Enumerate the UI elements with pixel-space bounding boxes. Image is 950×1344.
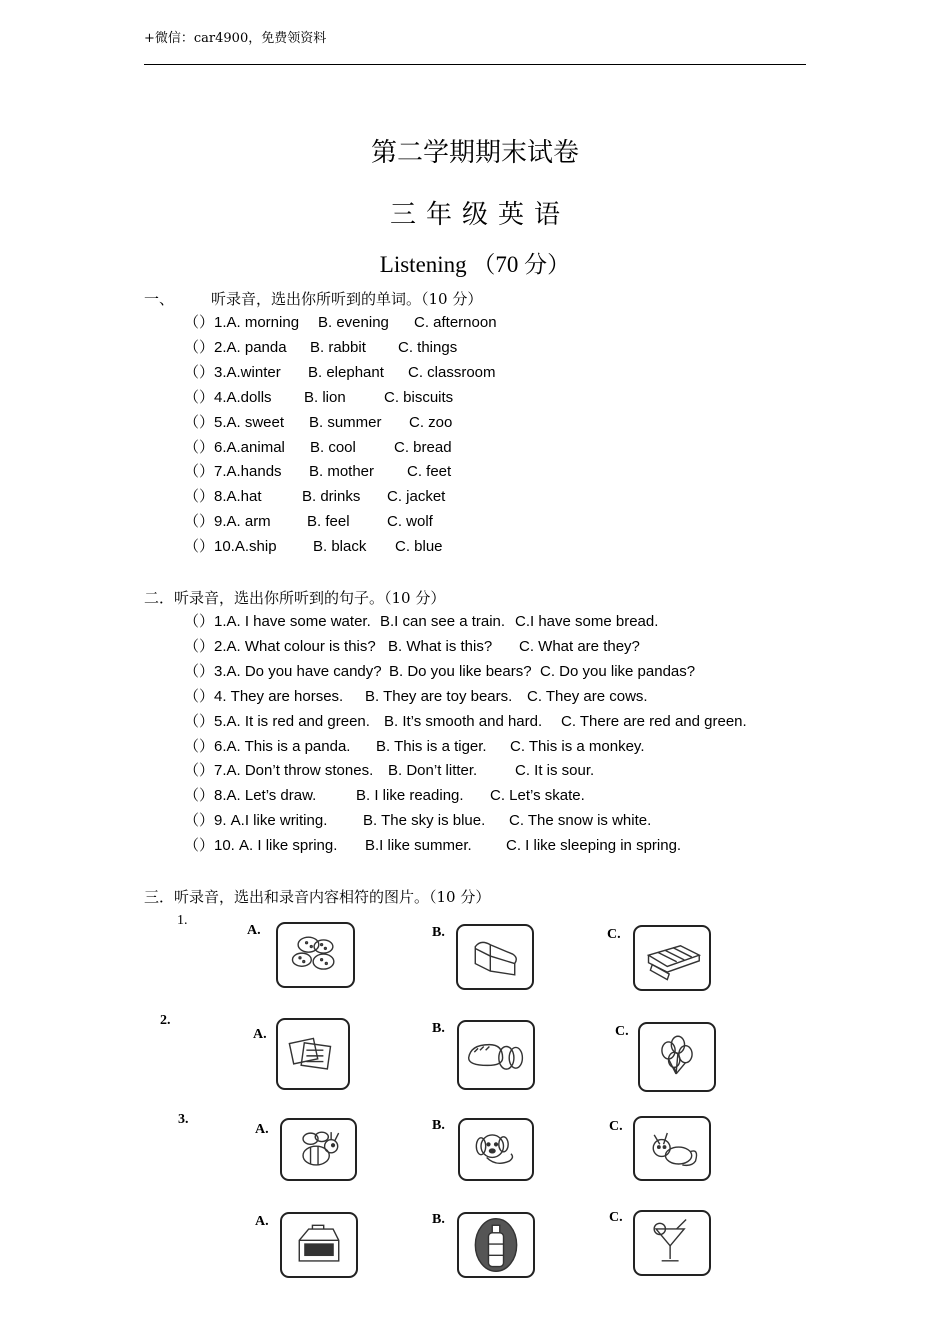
option-b: B. This is a tiger. [376,737,487,755]
part1-heading: 听录音，选出你所听到的单词。（10 分） [211,290,483,308]
option-c: C. feet [407,463,452,481]
option-b: B.I like summer. [365,837,472,855]
option-c: C. bread [394,438,452,456]
milk-carton-icon[interactable] [280,1212,358,1278]
word-question: （）3.A.winter [184,363,281,381]
option-label: A. [255,1214,269,1229]
option-c: C. things [398,338,458,356]
bee-icon[interactable] [280,1118,357,1181]
option-label: A. [247,923,261,938]
option-b: B. mother [309,463,375,481]
option-b: B. Do you like bears? [389,662,532,680]
word-question: （）5.A. sweet [184,413,285,431]
word-question: （）7.A.hands [184,463,282,481]
juice-glass-icon[interactable] [633,1210,711,1276]
picture-question-number: 3. [178,1112,189,1127]
sentence-question: （）7.A. Don’t throw stones. [184,762,374,780]
part2-heading: 二．听录音，选出你所听到的句子。（10 分） [144,589,446,607]
word-question: （）4.A.dolls [184,388,272,406]
option-c: C. jacket [387,488,446,506]
option-c: C. afternoon [414,314,497,331]
option-label: A. [253,1027,267,1042]
word-question: （）6.A.animal [184,438,285,456]
fox-icon[interactable] [633,1116,711,1181]
option-b: B. summer [309,413,382,431]
option-c: C. This is a monkey. [510,737,645,755]
option-c: C. I like sleeping in spring. [506,837,682,855]
header-divider [144,64,806,65]
option-c: C. classroom [408,363,496,381]
sentence-question: （）5.A. It is red and green. [184,712,370,730]
option-label: B. [432,1021,445,1036]
option-c: C. It is sour. [515,762,595,780]
balloons-icon[interactable] [638,1022,716,1092]
option-c: C. blue [395,538,443,556]
sentence-question: （）8.A. Let’s draw. [184,787,317,805]
sentence-question: （）9. A.I like writing. [184,812,328,830]
word-question: （）8.A.hat [184,488,262,506]
sentence-question: （）6.A. This is a panda. [184,737,351,755]
word-question: （）1.A. morning [184,314,300,331]
option-label: A. [255,1122,269,1137]
option-b: B. I like reading. [356,787,464,805]
option-c: C. biscuits [384,388,454,406]
option-c: C. They are cows. [527,687,648,705]
option-c: C. zoo [409,413,453,431]
option-b: B. The sky is blue. [363,812,486,830]
picture-question-number: 2. [160,1013,171,1028]
word-question: （）10.A.ship [184,538,277,556]
header-note: +微信：car4900，免费领资料 [144,31,327,46]
option-b: B.I can see a train. [380,613,506,630]
sentence-question: （）10. A. I like spring. [184,837,338,855]
option-label: B. [432,925,445,940]
water-bottle-icon[interactable] [457,1212,535,1278]
bread-icon[interactable] [456,924,534,990]
bread-loaf-icon[interactable] [457,1020,535,1090]
option-b: B. cool [310,438,356,456]
part3-heading: 三．听录音，选出和录音内容相符的图片。（10 分） [144,888,491,906]
option-c: C.I have some bread. [515,613,659,630]
option-c: C. What are they? [519,637,640,655]
option-b: B. elephant [308,363,384,381]
option-b: B. They are toy bears. [365,687,513,705]
chocolate-icon[interactable] [633,925,711,991]
option-label: C. [615,1024,629,1039]
option-label: B. [432,1212,445,1227]
option-label: C. [609,1210,623,1225]
exam-title: 第二学期期末试卷 [370,138,579,168]
sentence-question: （）4. They are horses. [184,687,344,705]
option-b: B. feel [307,513,350,531]
option-b: B. rabbit [310,338,366,356]
option-b: B. Don’t litter. [388,762,478,780]
picture-question-number: 1. [177,913,188,928]
section-title-listening: Listening （70 分） [379,252,571,277]
option-label: C. [609,1119,623,1134]
option-b: B. black [313,538,367,556]
exam-subtitle: 三年级英语 [389,200,570,230]
option-b: B. drinks [302,488,361,506]
option-c: C. There are red and green. [561,712,747,730]
sentence-question: （）2.A. What colour is this? [184,637,376,655]
word-question: （）2.A. panda [184,338,287,356]
puppy-icon[interactable] [458,1118,534,1181]
option-c: C. Do you like pandas? [540,662,696,680]
biscuits-icon[interactable] [276,922,355,988]
option-b: B. It’s smooth and hard. [384,712,543,730]
option-c: C. The snow is white. [509,812,652,830]
sentence-question: （）1.A. I have some water. [184,613,371,630]
part1-heading-number: 一、 [144,290,175,308]
option-label: C. [607,927,621,942]
sentence-question: （）3.A. Do you have candy? [184,662,382,680]
option-b: B. What is this? [388,637,493,655]
option-c: C. wolf [387,513,433,531]
option-c: C. Let’s skate. [490,787,585,805]
word-question: （）9.A. arm [184,513,271,531]
option-b: B. lion [304,388,346,406]
photos-icon[interactable] [276,1018,350,1090]
option-b: B. evening [318,314,389,331]
option-label: B. [432,1118,445,1133]
